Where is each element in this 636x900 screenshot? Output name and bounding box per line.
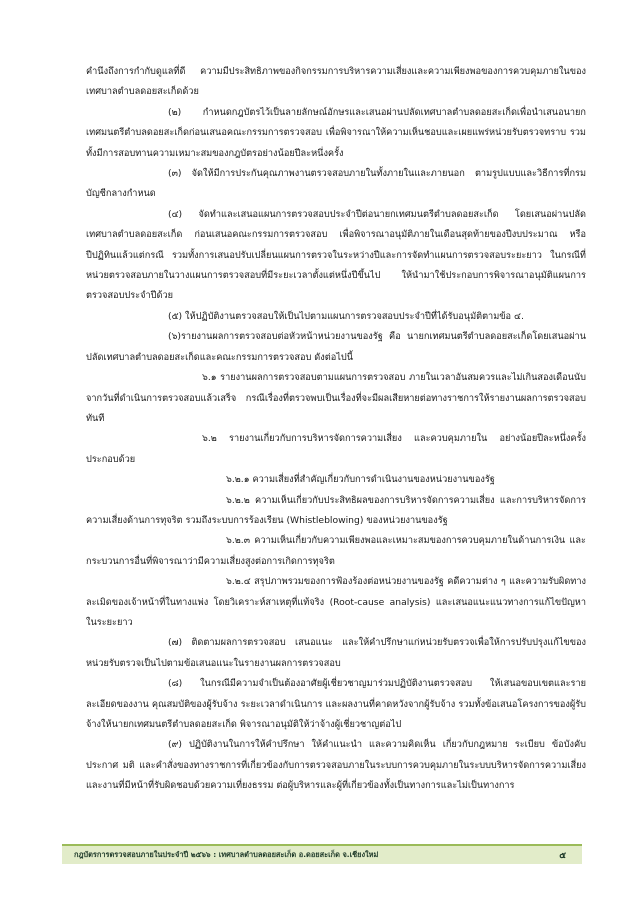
- paragraph-item-2: (๒) กำหนดกฎบัตรไว้เป็นลายลักษณ์อักษรและเสนอผ่านปลัดเทศบาลตำบลดอยสะเก็ดเพื่อนำเสนอนายกเทศมนตรีตำบลดอยสะเก็ดก่อนเสนอคณะกรรมการตรวจสอบ เพื่อพิจารณาให้ความเห็นชอบและเผยแพร่หน่วยรับตรวจทราบ รวมทั้งมีการสอบทานความเหมาะสมของกฎบัตรอย่างน้อยปีละหนึ่งครั้ง: [86, 106, 586, 159]
- paragraph-continuation: คำนึงถึงการกำกับดูแลที่ดี ความมีประสิทธิภาพของกิจกรรมการบริหารความเสี่ยงและความเพียงพอของการควบคุมภายในของเทศบาลตำบลดอยสะเก็ดด้วย: [86, 66, 586, 98]
- page-footer: [62, 844, 582, 864]
- paragraph-item-4: (๔) จัดทำและเสนอแผนการตรวจสอบประจำปีต่อนายกเทศมนตรีตำบลดอยสะเก็ด โดยเสนอผ่านปลัดเทศบาลตำบลดอยสะเก็ด ก่อนเสนอคณะกรรมการตรวจสอบ เพื่อพิจารณาอนุมัติภายในเดือนสุดท้ายของปีงบประมาณ หรือปีปฏิทินแล้วแต่กรณี รวมทั้งการเสนอปรับเปลี่ยนแผนการตรวจในระหว่างปีและการจัดทำแผนการตรวจสอบระยะยาว ในกรณีที่หน่วยตรวจสอบภายในวางแผนการตรวจสอบที่มีระยะเวลาตั้งแต่หนึ่งปีขึ้นไป ให้นำมาใช้ประกอบการพิจารณาอนุมัติแผนการตรวจสอบประจำปีด้วย: [86, 208, 586, 302]
- paragraph-item-8: (๘) ในกรณีมีความจำเป็นต้องอาศัยผู้เชี่ยวชาญมาร่วมปฏิบัติงานตรวจสอบ ให้เสนอขอบเขตและรายละเอียดของงาน คุณสมบัติของผู้รับจ้าง ระยะเวลาดำเนินการ และผลงานที่คาดหวังจากผู้รับจ้าง รวมทั้งข้อเสนอโครงการของผู้รับจ้างให้นายกเทศมนตรีตำบลดอยสะเก็ด พิจารณาอนุมัติให้ว่าจ้างผู้เชี่ยวชาญต่อไป: [86, 678, 586, 730]
- paragraph-item-6-2: ๖.๒ รายงานเกี่ยวกับการบริหารจัดการความเสี่ยง และควบคุมภายใน อย่างน้อยปีละหนึ่งครั้งประกอบด้วย: [86, 433, 586, 465]
- paragraph-item-6: (๖)รายงานผลการตรวจสอบต่อหัวหน้าหน่วยงานของรัฐ คือ นายกเทศมนตรีตำบลดอยสะเก็ดโดยเสนอผ่านปลัดเทศบาลตำบลดอยสะเก็ดและคณะกรรมการตรวจสอบ ดังต่อไปนี้: [86, 331, 586, 363]
- footer-title: กฎบัตรการตรวจสอบภายในประจำปี ๒๕๖๖ : เทศบาลตำบลดอยสะเก็ด อ.ดอยสะเก็ด จ.เชียงใหม่: [74, 850, 379, 859]
- paragraph-item-5: (๕) ให้ปฏิบัติงานตรวจสอบให้เป็นไปตามแผนการตรวจสอบประจำปีที่ได้รับอนุมัติตามข้อ ๔.: [168, 310, 524, 322]
- paragraph-item-6-2-2: ๖.๒.๒ ความเห็นเกี่ยวกับประสิทธิผลของการบริหารจัดการความเสี่ยง และการบริหารจัดการความเสี่ยงด้านการทุจริต รวมถึงระบบการร้องเรียน (Whistleblowing) ของหน่วยงานของรัฐ: [86, 494, 586, 526]
- document-body: [86, 62, 586, 797]
- page-number: ๕: [559, 851, 566, 861]
- paragraph-item-9: (๙) ปฏิบัติงานในการให้คำปรึกษา ให้คำแนะนำ และความคิดเห็น เกี่ยวกับกฎหมาย ระเบียบ ข้อบังคับ ประกาศ มติ และคำสั่งของทางราชการที่เกี่ยวข้องกับการตรวจสอบภายในระบบการควบคุมภายในระบบบริหารจัดการความเสี่ยงและงานที่มีหน้าที่รับผิดชอบด้วยความเที่ยงธรรม ต่อผู้บริหารและผู้ที่เกี่ยวข้องทั้งเป็นทางการและไม่เป็นทางการ: [86, 739, 586, 792]
- paragraph-item-6-2-4: ๖.๒.๔ สรุปภาพรวมของการฟ้องร้องต่อหน่วยงานของรัฐ คดีความต่าง ๆ และความรับผิดทางละเมิดของเจ้าหน้าที่ในทางแพ่ง โดยวิเคราะห์สาเหตุที่แท้จริง (Root-cause analysis) และเสนอแนะแนวทางการแก้ไขปัญหาในระยะยาว: [86, 576, 586, 628]
- paragraph-item-3: (๓) จัดให้มีการประกันคุณภาพงานตรวจสอบภายในทั้งภายในและภายนอก ตามรูปแบบและวิธีการที่กรมบัญชีกลางกำหนด: [86, 168, 586, 200]
- paragraph-item-6-1: ๖.๑ รายงานผลการตรวจสอบตามแผนการตรวจสอบ ภายในเวลาอันสมควรและไม่เกินสองเดือนนับจากวันที่ดำเนินการตรวจสอบแล้วเสร็จ กรณีเรื่องที่ตรวจพบเป็นเรื่องที่จะมีผลเสียหายต่อทางราชการให้รายงานผลการตรวจสอบทันที: [86, 372, 586, 424]
- paragraph-item-6-2-3: ๖.๒.๓ ความเห็นเกี่ยวกับความเพียงพอและเหมาะสมของการควบคุมภายในด้านการเงิน และกระบวนการอื่นที่พิจารณาว่ามีความเสี่ยงสูงต่อการเกิดการทุจริต: [86, 535, 586, 567]
- paragraph-item-7: (๗) ติดตามผลการตรวจสอบ เสนอแนะ และให้คำปรึกษาแก่หน่วยรับตรวจเพื่อให้การปรับปรุงแก้ไขของหน่วยรับตรวจเป็นไปตามข้อเสนอแนะในรายงานผลการตรวจสอบ: [86, 637, 586, 669]
- paragraph-item-6-2-1: ๖.๒.๑ ความเสี่ยงที่สำคัญเกี่ยวกับการดำเนินงานของหน่วยงานของรัฐ: [226, 474, 495, 486]
